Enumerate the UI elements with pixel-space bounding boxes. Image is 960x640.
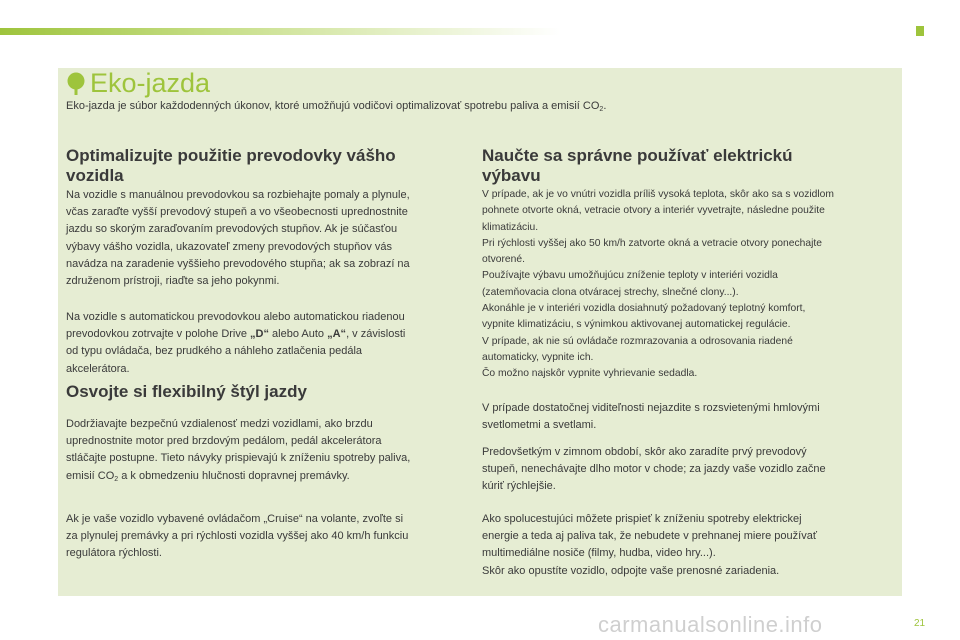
section-heading-electrical: Naučte sa správne používať elektrickú výbavu	[482, 146, 793, 185]
page-number: 21	[914, 618, 926, 629]
page-title: Eko-jazda	[90, 68, 211, 98]
electrical-paragraph-3: Predovšetkým v zimnom období, skôr ako zaradíte prvý prevodový stupeň, nenechávajte dlho motor v chode; za jazdy vaše vozidlo začne kúriť rýchlejšie.	[482, 446, 826, 493]
tree-icon	[66, 72, 86, 96]
driving-style-paragraph-1: Dodržiavajte bezpečnú vzdialenosť medzi vozidlami, ako brzdu uprednostnite motor pred brzdovým pedálom, pedál akcelerátora stláčajte postupne. Tieto návyky prispievajú k zníženiu spotreby paliva, emisií $CO_2$ a k obmedzeniu hlučnosti dopravnej premávky.	[66, 418, 411, 483]
intro-text: Eko-jazda je súbor každodenných úkonov, ktoré umožňujú vodičovi optimalizovať spotrebu paliva a emisií $CO_2$.	[66, 100, 607, 113]
electrical-paragraph-4: Ako spolucestujúci môžete prispieť k zníženiu spotreby elektrickej energie a teda aj paliva tak, že nebudete v prehnanej miere používať multimediálne nosiče (filmy, hudba, video hry...). Skôr ako opustíte vozidlo, odpojte vaše prenosné zariadenia.	[482, 513, 817, 577]
electrical-paragraph-1: V prípade, ak je vo vnútri vozidla príliš vysoká teplota, skôr ako sa s vozidlom pohnete otvorte okná, vetracie otvory a interiér vyvetrajte, následne použite klimatizáciu. Pri rýchlosti vyššej ako 50 km/h zatvorte okná a vetracie otvory ponechajte otvorené. Používajte výbavu umožňujúcu zníženie teploty v interiéri vozidla (zatemňovacia clona otváracej strechy, slnečné clony...). Akonáhle je v interiéri vozidla dosiahnutý požadovaný teplotný komfort, vypnite klimatizáciu, s výnimkou aktivovanej automatickej regulácie. V prípade, ak nie sú ovládače rozmrazovania a odrosovania riadené automaticky, vypnite ich. Čo možno najskôr vypnite vyhrievanie sedadla.	[482, 189, 834, 380]
header-accent-bar	[0, 28, 560, 35]
driving-style-paragraph-2: Ak je vaše vozidlo vybavené ovládačom „Cruise“ na volante, zvoľte si za plynulej premávky a pri rýchlosti vozidla vyššej ako 40 km/h funkciu regulátora rýchlosti.	[66, 513, 409, 560]
gearbox-manual-paragraph: Na vozidle s manuálnou prevodovkou sa rozbiehajte pomaly a plynule, včas zaraďte vyšší prevodový stupeň a vo všeobecnosti uprednostnite jazdu so skorým zaraďovaním prevodových stupňov. Ak je súčasťou výbavy vášho vozidla, ukazovateľ zmeny prevodových stupňov vás navádza na zaradenie vyššieho prevodového stupňa; ak sa zobrazí na združenom prístroji, riaďte sa jeho pokynmi.	[66, 189, 410, 288]
electrical-paragraph-2: V prípade dostatočnej viditeľnosti nejazdite s rozsvietenými hmlovými svetlometmi a svetlami.	[482, 402, 820, 432]
section-heading-gearbox: Optimalizujte použitie prevodovky vášho vozidla	[66, 146, 396, 185]
section-heading-driving-style: Osvojte si flexibilný štýl jazdy	[66, 382, 307, 401]
gearbox-automatic-paragraph: Na vozidle s automatickou prevodovkou alebo automatickou riadenou prevodovkou zotrvajte v polohe Drive „D“ alebo Auto „A“, v závislosti od typu ovládača, bez prudkého a náhleho zatlačenia pedála akcelerátora.	[66, 311, 406, 375]
corner-accent-mark	[916, 26, 924, 36]
watermark: carmanualsonline.info	[598, 612, 823, 637]
